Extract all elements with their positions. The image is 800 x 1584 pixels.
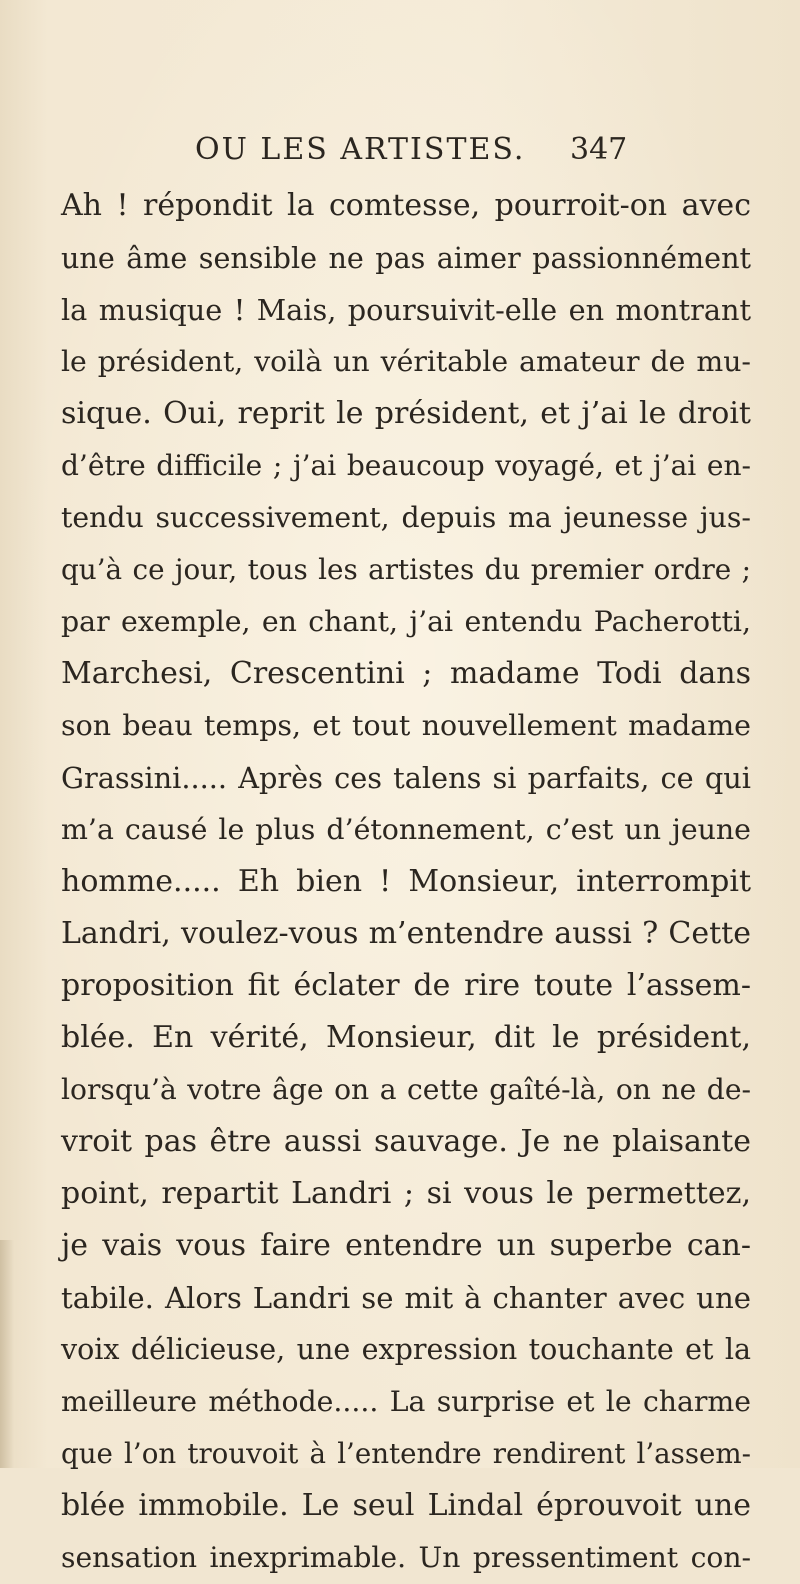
- text-line: proposition fit éclater de rire toute l’assem-: [61, 968, 751, 1003]
- page-header: [195, 132, 628, 172]
- text-line: je vais vous faire entendre un superbe can-: [61, 1228, 751, 1263]
- text-line: la musique ! Mais, poursuivit-elle en montrant: [61, 293, 751, 327]
- text-line: voix délicieuse, une expression touchante et la: [61, 1333, 751, 1366]
- text-line: m’a causé le plus d’étonnement, c’est un jeune: [61, 813, 751, 846]
- text-line: une âme sensible ne pas aimer passionnément: [61, 241, 751, 275]
- text-line: sique. Oui, reprit le président, et j’ai le droit: [61, 396, 751, 431]
- text-line: son beau temps, et tout nouvellement madame: [61, 709, 751, 742]
- page-edge-shadow: [0, 1240, 14, 1468]
- text-line: lorsqu’à votre âge on a cette gaîté-là, on ne de-: [61, 1073, 751, 1106]
- page-number: 347: [570, 132, 628, 167]
- text-line: tendu successivement, depuis ma jeunesse jus-: [61, 501, 751, 534]
- text-line: d’être difficile ; j’ai beaucoup voyagé, et j’ai en-: [61, 449, 751, 482]
- text-line: vroit pas être aussi sauvage. Je ne plaisante: [61, 1124, 751, 1159]
- text-line: Marchesi, Crescentini ; madame Todi dans: [61, 656, 751, 691]
- body-text: [61, 180, 751, 1584]
- text-line: homme..... Eh bien ! Monsieur, interrompit: [61, 864, 751, 899]
- running-title: OU LES ARTISTES.: [195, 132, 526, 167]
- text-line: qu’à ce jour, tous les artistes du premier ordre ;: [61, 553, 751, 586]
- text-line: sensation inexprimable. Un pressentiment con-: [61, 1541, 751, 1574]
- text-line: point, repartit Landri ; si vous le permettez,: [61, 1176, 751, 1211]
- text-line: blée. En vérité, Monsieur, dit le président,: [61, 1020, 751, 1055]
- text-line: par exemple, en chant, j’ai entendu Pacherotti,: [61, 605, 751, 638]
- text-line: que l’on trouvoit à l’entendre rendirent l’assem-: [61, 1437, 751, 1470]
- text-line: blée immobile. Le seul Lindal éprouvoit une: [61, 1488, 751, 1523]
- text-line: Landri, voulez-vous m’entendre aussi ? Cette: [61, 916, 751, 951]
- text-line: le président, voilà un véritable amateur de mu-: [61, 345, 751, 378]
- text-line: meilleure méthode..... La surprise et le charme: [61, 1385, 751, 1418]
- text-line: Grassini..... Après ces talens si parfaits, ce qui: [61, 761, 751, 795]
- text-line: tabile. Alors Landri se mit à chanter avec une: [61, 1281, 751, 1315]
- text-line: Ah ! répondit la comtesse, pourroit-on avec: [61, 188, 751, 223]
